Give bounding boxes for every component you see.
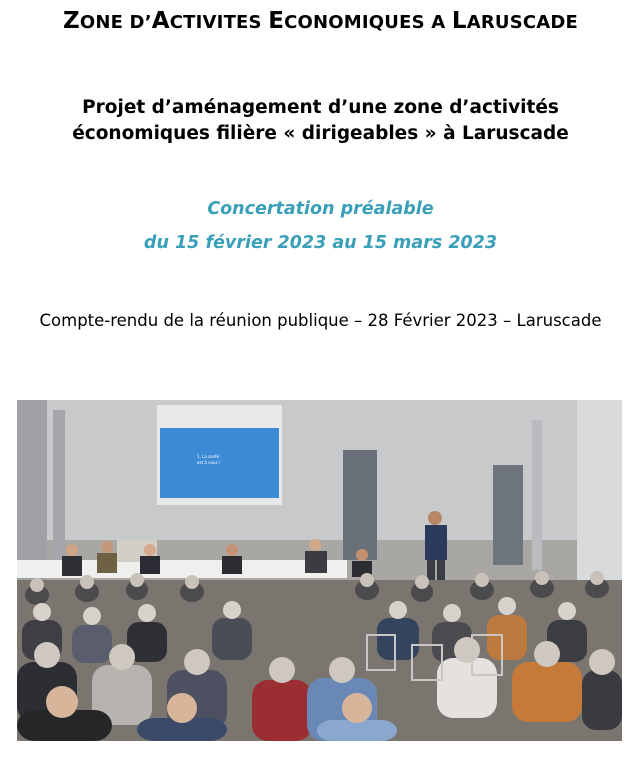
concertation-dates: du 15 février 2023 au 15 mars 2023 [143, 233, 498, 253]
meeting-photo [17, 400, 622, 741]
report-subtitle: Compte-rendu de la réunion publique – 28 Février 2023 – Laruscade [39, 311, 602, 330]
project-heading-line-2: économiques filière « dirigeables » à Laruscade [72, 123, 569, 144]
document-title: ZONE D’ACTIVITES ECONOMIQUES A LARUSCADE [62, 8, 579, 34]
concertation-title: Concertation préalable [207, 199, 434, 219]
screen-text-2: est à vous ! [197, 460, 221, 465]
project-heading [0, 95, 641, 147]
project-heading-line-1: Projet d’aménagement d’une zone d’activités [82, 97, 559, 118]
audience [17, 571, 622, 741]
screen-text-1: 1. La santé [197, 454, 220, 459]
projector-screen [157, 405, 282, 505]
